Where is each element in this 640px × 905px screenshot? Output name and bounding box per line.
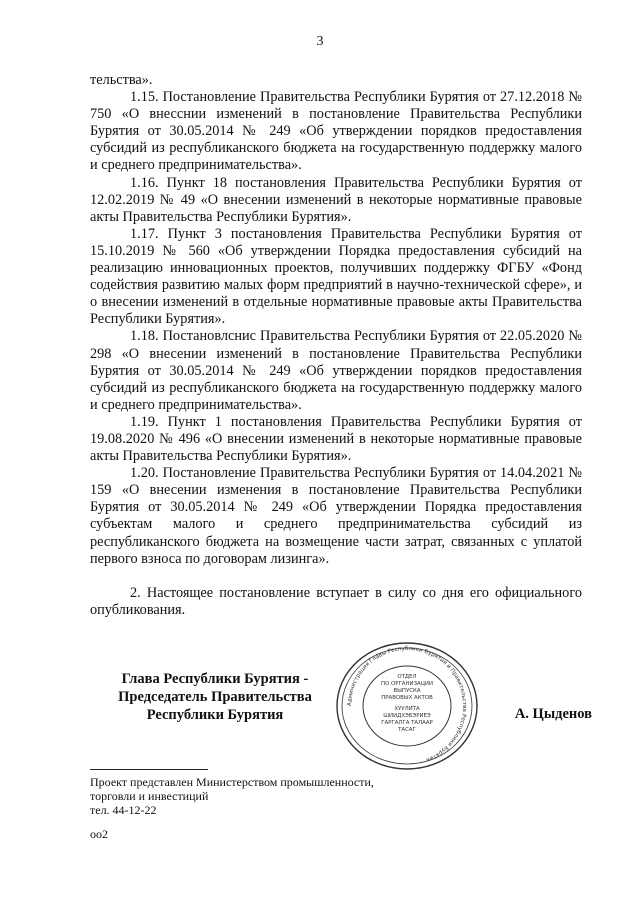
footnote-divider — [90, 769, 208, 770]
signatory-title — [90, 670, 340, 724]
paragraph-1-20: 1.20. Постановление Правительства Республики Бурятия от 14.04.2021 № 159 «О внесении изменения в постановление Правительства Республики Бурятия от 30.05.2014 № 249 «Об утверждении Порядка предоставления субъектам малого и среднего предпринимательства субсидий из республиканского бюджета на возмещение части затрат, связанных с уплатой первого взноса по договорам лизинга». — [90, 465, 582, 567]
signatory-name: А. Цыденов — [514, 706, 592, 722]
signature-block — [60, 640, 600, 775]
paragraph-1-15: 1.15. Постановление Правительства Республики Бурятия от 27.12.2018 № 750 «О внесснии изменений в постановление Правительства Республики Бурятия от 30.05.2014 № 249 «Об утверждении порядков предоставления субсидий из республиканского бюджета на государственную поддержку малого и среднего предпринимательства». — [90, 89, 582, 174]
seal-text-line: ВЫПУСКА — [393, 688, 421, 694]
seal-text-line: ТАСАГ — [398, 727, 416, 733]
seal-text-line: ПРАВОВЫХ АКТОВ — [381, 695, 433, 701]
paragraph-1-18: 1.18. Постановлснис Правительства Республики Бурятия от 22.05.2020 № 298 «О внесении изменений в постановление Правительства Республики Бурятия от 30.05.2014 № 249 «Об утверждении порядков предоставления субсидий из республиканского бюджета на государственную поддержку малого и среднего предпринимательства». — [90, 328, 582, 413]
seal-text-line: ШИИДХЭБЭРИЕЭ — [383, 713, 431, 719]
official-seal — [334, 640, 480, 772]
paragraph-1-19: 1.19. Пункт 1 постановления Правительства Республики Бурятия от 19.08.2020 № 496 «О внесении изменений в некоторые нормативные правовые акты Правительства Республики Бурятия». — [90, 413, 582, 465]
seal-ring-text — [347, 646, 467, 762]
paragraph-2: 2. Настоящее постановление вступает в силу со дня его официального опубликования. — [90, 584, 582, 618]
document-code: оо2 — [90, 827, 108, 841]
seal-text-line: ХУУЛИТА — [394, 706, 420, 712]
footnote — [90, 775, 490, 817]
seal-text-line: ОТДЕЛ — [397, 674, 417, 680]
footnote-line: Проект представлен Министерством промышленности, — [90, 775, 374, 789]
page-number: 3 — [316, 34, 324, 49]
signatory-title-line: Республики Бурятия — [146, 707, 284, 723]
paragraph-1-16: 1.16. Пункт 18 постановления Правительства Республики Бурятия от 12.02.2019 № 49 «О внесении изменений в некоторые нормативные правовые акты Правительства Республики Бурятия». — [90, 174, 582, 225]
seal-ring-text-path: Администрация Главы Республики Бурятия и Правительства Республики Бурятия — [346, 645, 468, 763]
document-body — [90, 72, 582, 619]
signatory-title-line: Председатель Правительства — [118, 689, 312, 705]
signatory-title-line: Глава Республики Бурятия - — [121, 671, 309, 687]
seal-text-line: ГАРГАЛГА ТАЛААР — [381, 720, 433, 726]
footnote-line: торговли и инвестиций — [90, 789, 209, 803]
footnote-line: тел. 44-12-22 — [90, 803, 157, 817]
seal-text-line: ПО ОРГАНИЗАЦИИ — [381, 681, 433, 687]
paragraph-1-17: 1.17. Пункт 3 постановления Правительства Республики Бурятия от 15.10.2019 № 560 «Об утверждении Порядка предоставления субсидий на реализацию инновационных проектов, получивших поддержку ФГБУ «Фонд содействия развитию малых форм предприятий в научно-технической сфере», и о внесении изменений в отдельные нормативные правовые акты Правительства Республики Бурятия». — [90, 225, 582, 328]
paragraph-continuation: тельства». — [90, 72, 153, 88]
